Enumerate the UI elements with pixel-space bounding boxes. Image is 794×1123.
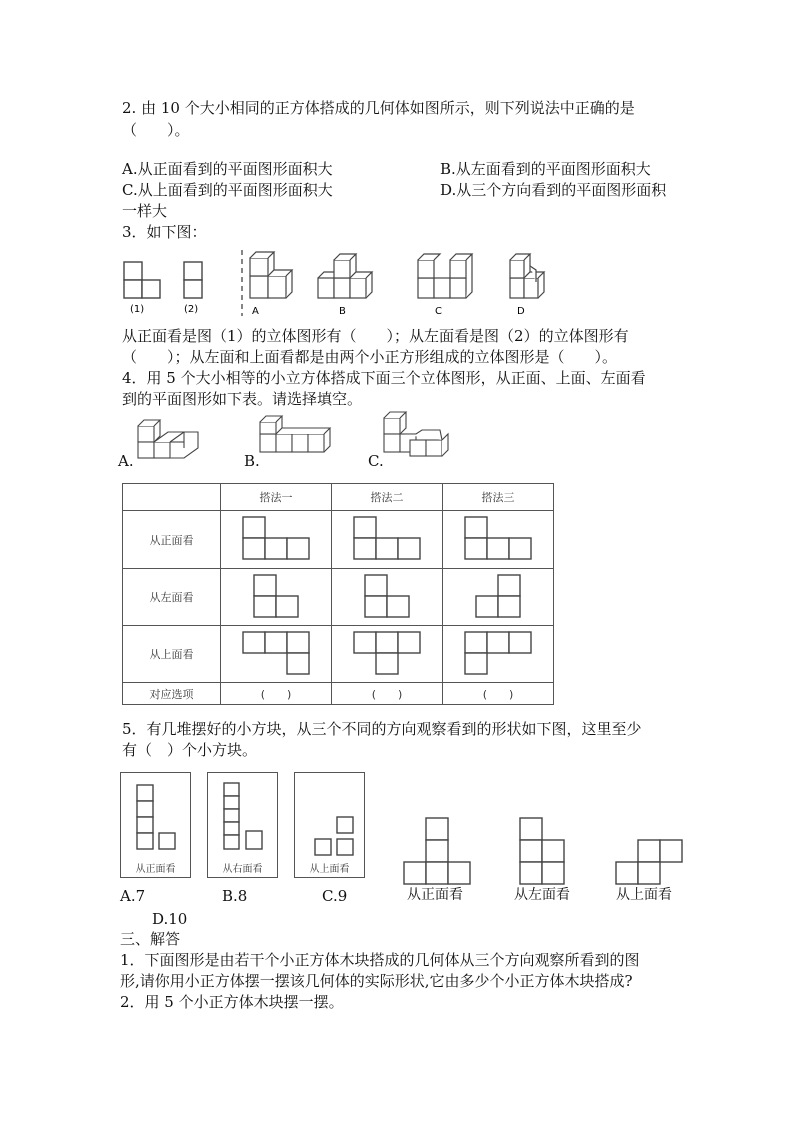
- table-header: 搭法二: [332, 484, 443, 511]
- q4-solid-c: [384, 412, 448, 456]
- q2-option-a: A.从正面看到的平面图形面积大: [122, 160, 333, 178]
- row-label: 从上面看: [123, 626, 221, 683]
- q4-solid-figures: [118, 410, 458, 470]
- q2-option-b: B.从左面看到的平面图形面积大: [440, 160, 651, 178]
- q5-option-a: A.7: [120, 887, 146, 905]
- q3-fig-label-d: D: [517, 306, 525, 317]
- q5-panel-right: [207, 772, 278, 878]
- q2-option-d: D.从三个方向看到的平面图形面积: [440, 181, 667, 199]
- q4-line2: 到的平面图形如下表。请选择填空。: [122, 390, 363, 408]
- q4-shape-label-a: A.: [118, 452, 134, 470]
- table-corner: [123, 484, 221, 511]
- left-view-cell: [443, 569, 554, 626]
- q5-view-caption: 从上面看: [616, 887, 672, 903]
- q5-panel-front: [120, 772, 191, 878]
- row-label: 从正面看: [123, 511, 221, 569]
- q3-fig-label-c: C: [435, 306, 442, 317]
- top-view-cell: [332, 626, 443, 683]
- s3-p2: 2．用 5 个小正方体木块摆一摆。: [120, 993, 344, 1011]
- q5-three-views: [404, 816, 688, 886]
- q4-solid-b: [260, 416, 330, 452]
- q3-line2: （ ）；从左面和上面看都是由两个小正方形组成的立体图形是（ ）。: [122, 348, 618, 366]
- q3-solid-b: [318, 254, 372, 298]
- table-header: 搭法一: [221, 484, 332, 511]
- q2-line2: （ ）。: [122, 121, 190, 139]
- top-view-cell: [443, 626, 554, 683]
- q3-fig-label-1: (1): [130, 304, 145, 315]
- q5-option-b: B.8: [222, 887, 248, 905]
- row-label: 从左面看: [123, 569, 221, 626]
- answer-blank[interactable]: ( ): [443, 683, 554, 705]
- q2-option-c: C.从上面看到的平面图形面积大: [122, 181, 333, 199]
- top-view-cell: [221, 626, 332, 683]
- q3-title: 3．如下图：: [122, 223, 207, 241]
- table-header: 搭法三: [443, 484, 554, 511]
- q3-solid-d: [510, 254, 544, 298]
- q3-fig-label-b: B: [339, 306, 346, 317]
- front-view-cell: [221, 511, 332, 569]
- q3-fig2-left-view: [184, 262, 202, 298]
- answer-blank[interactable]: ( ): [332, 683, 443, 705]
- table-row: [123, 683, 554, 705]
- table-row: [123, 511, 554, 569]
- q2-option-d-cont: 一样大: [122, 202, 168, 220]
- section3-title: 三、解答: [120, 930, 181, 948]
- q5-option-d: D.10: [152, 910, 188, 928]
- q3-figure-row: [118, 248, 558, 320]
- q5-view-caption: 从正面看: [407, 887, 463, 903]
- q3-fig1-front-view: [124, 262, 160, 298]
- q5-line2: 有（ ）个小方块。: [122, 741, 258, 759]
- q5-view-left: [520, 818, 564, 884]
- left-view-cell: [221, 569, 332, 626]
- q5-panel-caption: 从右面看: [222, 864, 263, 875]
- q3-solid-c: [418, 254, 472, 298]
- q5-view-caption: 从左面看: [514, 887, 570, 903]
- q3-line1: 从正面看是图（1）的立体图形有（ ）；从左面看是图（2）的立体图形有: [122, 327, 629, 345]
- q3-solid-a: [250, 252, 292, 298]
- q4-shape-label-b: B.: [244, 452, 260, 470]
- front-view-cell: [443, 511, 554, 569]
- q5-line1: 5．有几堆摆好的小方块，从三个不同的方向观察看到的形状如下图，这里至少: [122, 720, 642, 738]
- q3-fig-label-a: A: [252, 306, 259, 317]
- row-label: 对应选项: [123, 683, 221, 705]
- s3-p1-line2: 形,请你用小正方体摆一摆该几何体的实际形状,它由多少个小正方体木块搭成?: [120, 972, 633, 990]
- q4-views-table: [122, 483, 554, 705]
- s3-p1-line1: 1．下面图形是由若干个小正方体木块搭成的几何体从三个方向观察所看到的图: [120, 951, 640, 969]
- front-view-cell: [332, 511, 443, 569]
- q5-panel-top: [294, 772, 365, 878]
- q2-line1: 2. 由 10 个大小相同的正方体搭成的几何体如图所示，则下列说法中正确的是: [122, 99, 635, 117]
- q5-panel-caption: 从正面看: [135, 864, 176, 875]
- q5-panel-caption: 从上面看: [309, 864, 350, 875]
- q4-solid-a: [138, 420, 198, 458]
- table-row: [123, 484, 554, 511]
- q4-line1: 4．用 5 个大小相等的小立方体搭成下面三个立体图形，从正面、上面、左面看: [122, 369, 646, 387]
- q5-view-front: [404, 818, 470, 884]
- q5-option-c: C.9: [322, 887, 348, 905]
- q5-view-top: [616, 840, 682, 884]
- left-view-cell: [332, 569, 443, 626]
- table-row: [123, 569, 554, 626]
- q4-shape-label-c: C.: [368, 452, 384, 470]
- q3-fig-label-2: (2): [184, 304, 199, 315]
- answer-blank[interactable]: ( ): [221, 683, 332, 705]
- table-row: [123, 626, 554, 683]
